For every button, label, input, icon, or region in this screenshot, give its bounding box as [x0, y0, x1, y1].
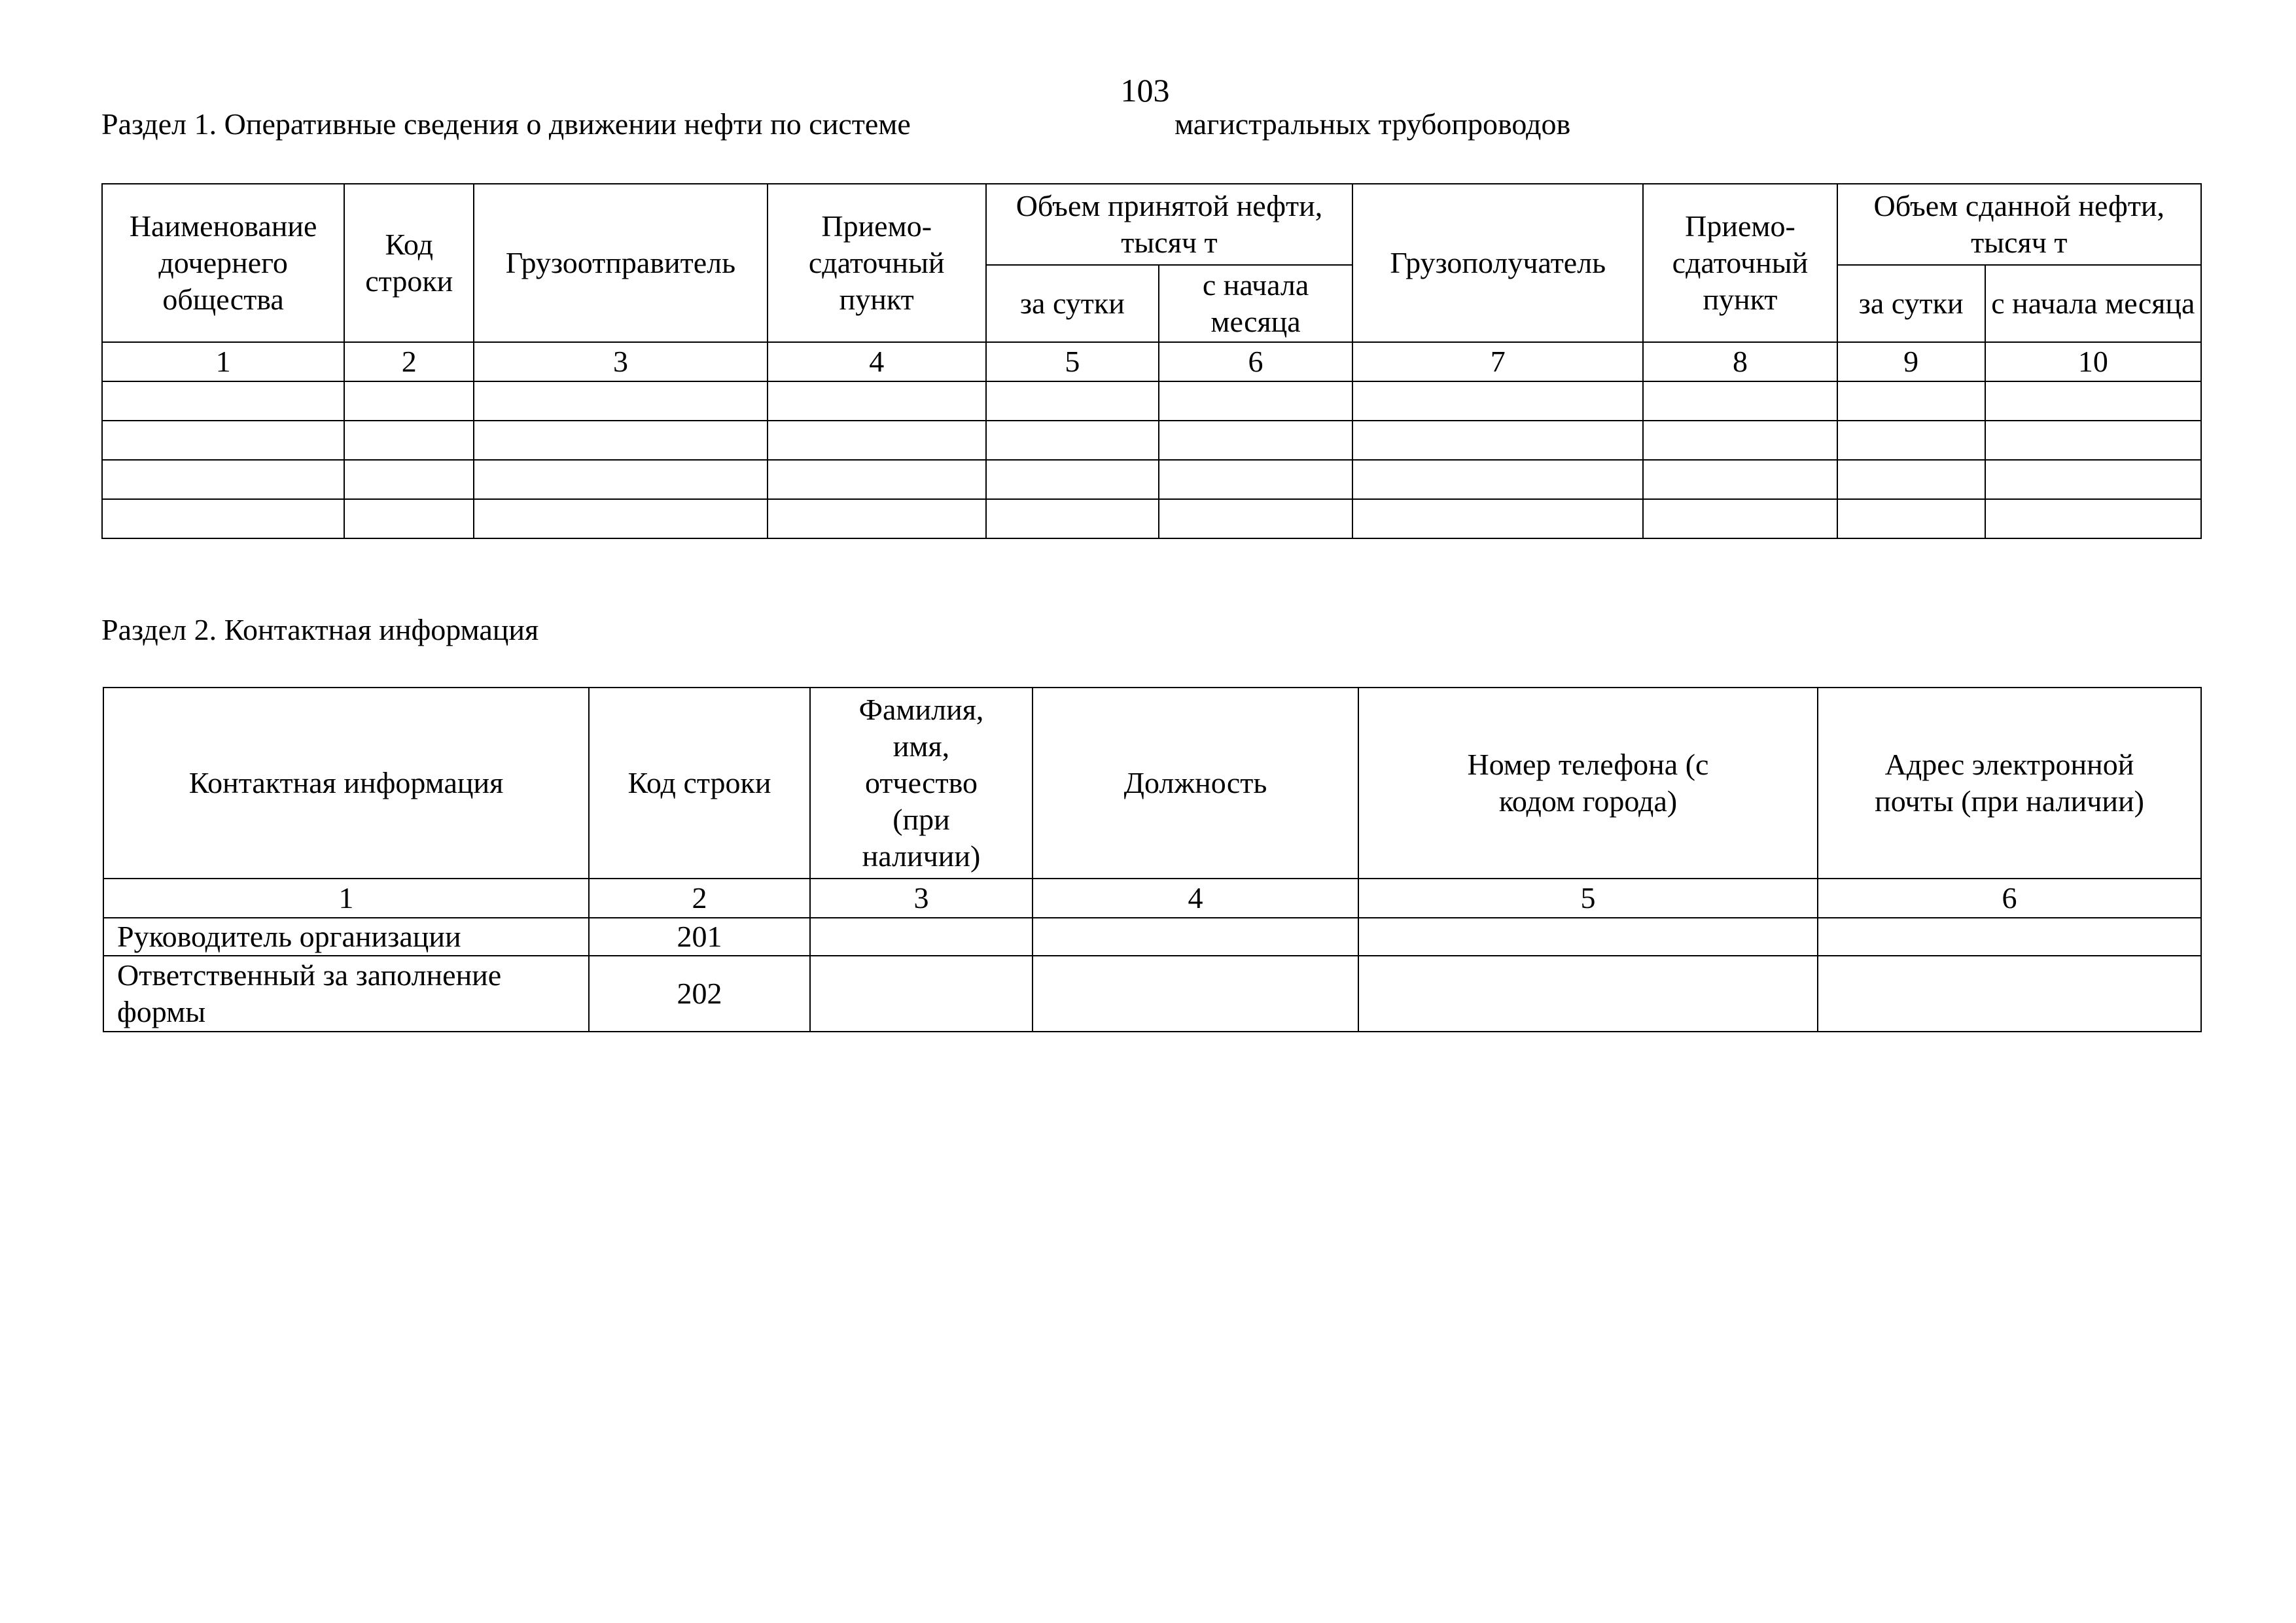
table-cell[interactable]	[1159, 460, 1352, 499]
table-cell[interactable]	[1837, 499, 1985, 538]
column-number: 3	[474, 342, 767, 381]
table-cell[interactable]	[474, 460, 767, 499]
header-received-month-to-date: с начала месяца	[1159, 265, 1352, 342]
table-cell[interactable]	[1985, 460, 2201, 499]
row-code: 201	[589, 918, 810, 956]
section1-title	[101, 106, 1639, 143]
table-cell[interactable]	[1818, 918, 2201, 956]
table-cell[interactable]	[986, 381, 1159, 421]
table-cell[interactable]	[102, 499, 344, 538]
table-cell[interactable]	[810, 918, 1033, 956]
table-cell[interactable]	[1837, 381, 1985, 421]
table-cell[interactable]	[1985, 381, 2201, 421]
column-number: 7	[1352, 342, 1643, 381]
table-cell[interactable]	[1352, 381, 1643, 421]
table-cell[interactable]	[1643, 421, 1837, 460]
section1-title-main: Раздел 1. Оперативные сведения о движении нефти по системе	[101, 107, 911, 141]
header-shipper: Грузоотправитель	[474, 184, 767, 342]
table-cell[interactable]	[768, 499, 986, 538]
table-cell[interactable]	[1358, 918, 1818, 956]
contact-info-table	[103, 687, 2202, 1032]
table-row	[102, 499, 2201, 538]
table-cell[interactable]	[1643, 381, 1837, 421]
header-subsidiary-name: Наименование дочернего общества	[102, 184, 344, 342]
table1-header-row-top	[102, 184, 2201, 265]
table-row	[103, 956, 2201, 1032]
table-cell[interactable]	[1358, 956, 1818, 1032]
table-cell[interactable]	[768, 421, 986, 460]
table-cell[interactable]	[768, 460, 986, 499]
header-delivered-month-to-date: с начала месяца	[1985, 265, 2201, 342]
header-consignee: Грузополучатель	[1352, 184, 1643, 342]
table-row	[102, 421, 2201, 460]
table-cell[interactable]	[344, 499, 474, 538]
header-line-code: Код строки	[589, 688, 810, 879]
column-number: 4	[768, 342, 986, 381]
table-cell[interactable]	[474, 499, 767, 538]
table-cell[interactable]	[1985, 421, 2201, 460]
table-cell[interactable]	[102, 460, 344, 499]
table-cell[interactable]	[1818, 956, 2201, 1032]
header-delivered-per-day: за сутки	[1837, 265, 1985, 342]
section2-title: Раздел 2. Контактная информация	[101, 613, 539, 646]
column-number: 6	[1818, 879, 2201, 918]
column-number: 5	[986, 342, 1159, 381]
row-code: 202	[589, 956, 810, 1032]
column-number: 2	[344, 342, 474, 381]
table-cell[interactable]	[1352, 460, 1643, 499]
table-cell[interactable]	[102, 381, 344, 421]
column-number: 6	[1159, 342, 1352, 381]
table-cell[interactable]	[102, 421, 344, 460]
table-cell[interactable]	[1837, 421, 1985, 460]
table-cell[interactable]	[1352, 499, 1643, 538]
header-volume-delivered: Объем сданной нефти, тысяч т	[1837, 184, 2201, 265]
table2-header-row	[103, 688, 2201, 879]
column-number: 4	[1033, 879, 1358, 918]
table-cell[interactable]	[1159, 381, 1352, 421]
section1-title-tail: магистральных трубопроводов	[1174, 107, 1571, 141]
header-received-per-day: за сутки	[986, 265, 1159, 342]
column-number: 10	[1985, 342, 2201, 381]
table-cell[interactable]	[474, 381, 767, 421]
table-cell[interactable]	[344, 381, 474, 421]
table-cell[interactable]	[1837, 460, 1985, 499]
header-position: Должность	[1033, 688, 1358, 879]
table-cell[interactable]	[1643, 499, 1837, 538]
oil-movement-table	[101, 183, 2202, 539]
header-phone: Номер телефона (с кодом города)	[1358, 688, 1818, 879]
column-number: 5	[1358, 879, 1818, 918]
header-delivery-point-out: Приемо-сдаточный пункт	[1643, 184, 1837, 342]
table-cell[interactable]	[986, 460, 1159, 499]
table-cell[interactable]	[344, 460, 474, 499]
column-number: 1	[103, 879, 589, 918]
table-cell[interactable]	[1643, 460, 1837, 499]
table-cell[interactable]	[768, 381, 986, 421]
table-cell[interactable]	[344, 421, 474, 460]
table-cell[interactable]	[1352, 421, 1643, 460]
table-cell[interactable]	[810, 956, 1033, 1032]
header-line-code: Код строки	[344, 184, 474, 342]
table1-column-numbers	[102, 342, 2201, 381]
table-cell[interactable]	[1033, 956, 1358, 1032]
table-row	[102, 381, 2201, 421]
header-volume-received: Объем принятой нефти, тысяч т	[986, 184, 1352, 265]
header-contact-info: Контактная информация	[103, 688, 589, 879]
row-label: Руководитель организации	[103, 918, 589, 956]
column-number: 3	[810, 879, 1033, 918]
table-cell[interactable]	[1033, 918, 1358, 956]
table2-column-numbers	[103, 879, 2201, 918]
table-cell[interactable]	[1159, 499, 1352, 538]
header-email: Адрес электронной почты (при наличии)	[1818, 688, 2201, 879]
header-delivery-point-in: Приемо-сдаточный пункт	[768, 184, 986, 342]
table-cell[interactable]	[1159, 421, 1352, 460]
table-row	[103, 918, 2201, 956]
header-full-name: Фамилия, имя, отчество (при наличии)	[810, 688, 1033, 879]
page-number: 103	[1120, 72, 1170, 109]
column-number: 2	[589, 879, 810, 918]
table-cell[interactable]	[986, 499, 1159, 538]
row-label: Ответственный за заполнение формы	[103, 956, 589, 1032]
table-cell[interactable]	[474, 421, 767, 460]
column-number: 9	[1837, 342, 1985, 381]
table-cell[interactable]	[986, 421, 1159, 460]
column-number: 1	[102, 342, 344, 381]
table-row	[102, 460, 2201, 499]
column-number: 8	[1643, 342, 1837, 381]
table-cell[interactable]	[1985, 499, 2201, 538]
